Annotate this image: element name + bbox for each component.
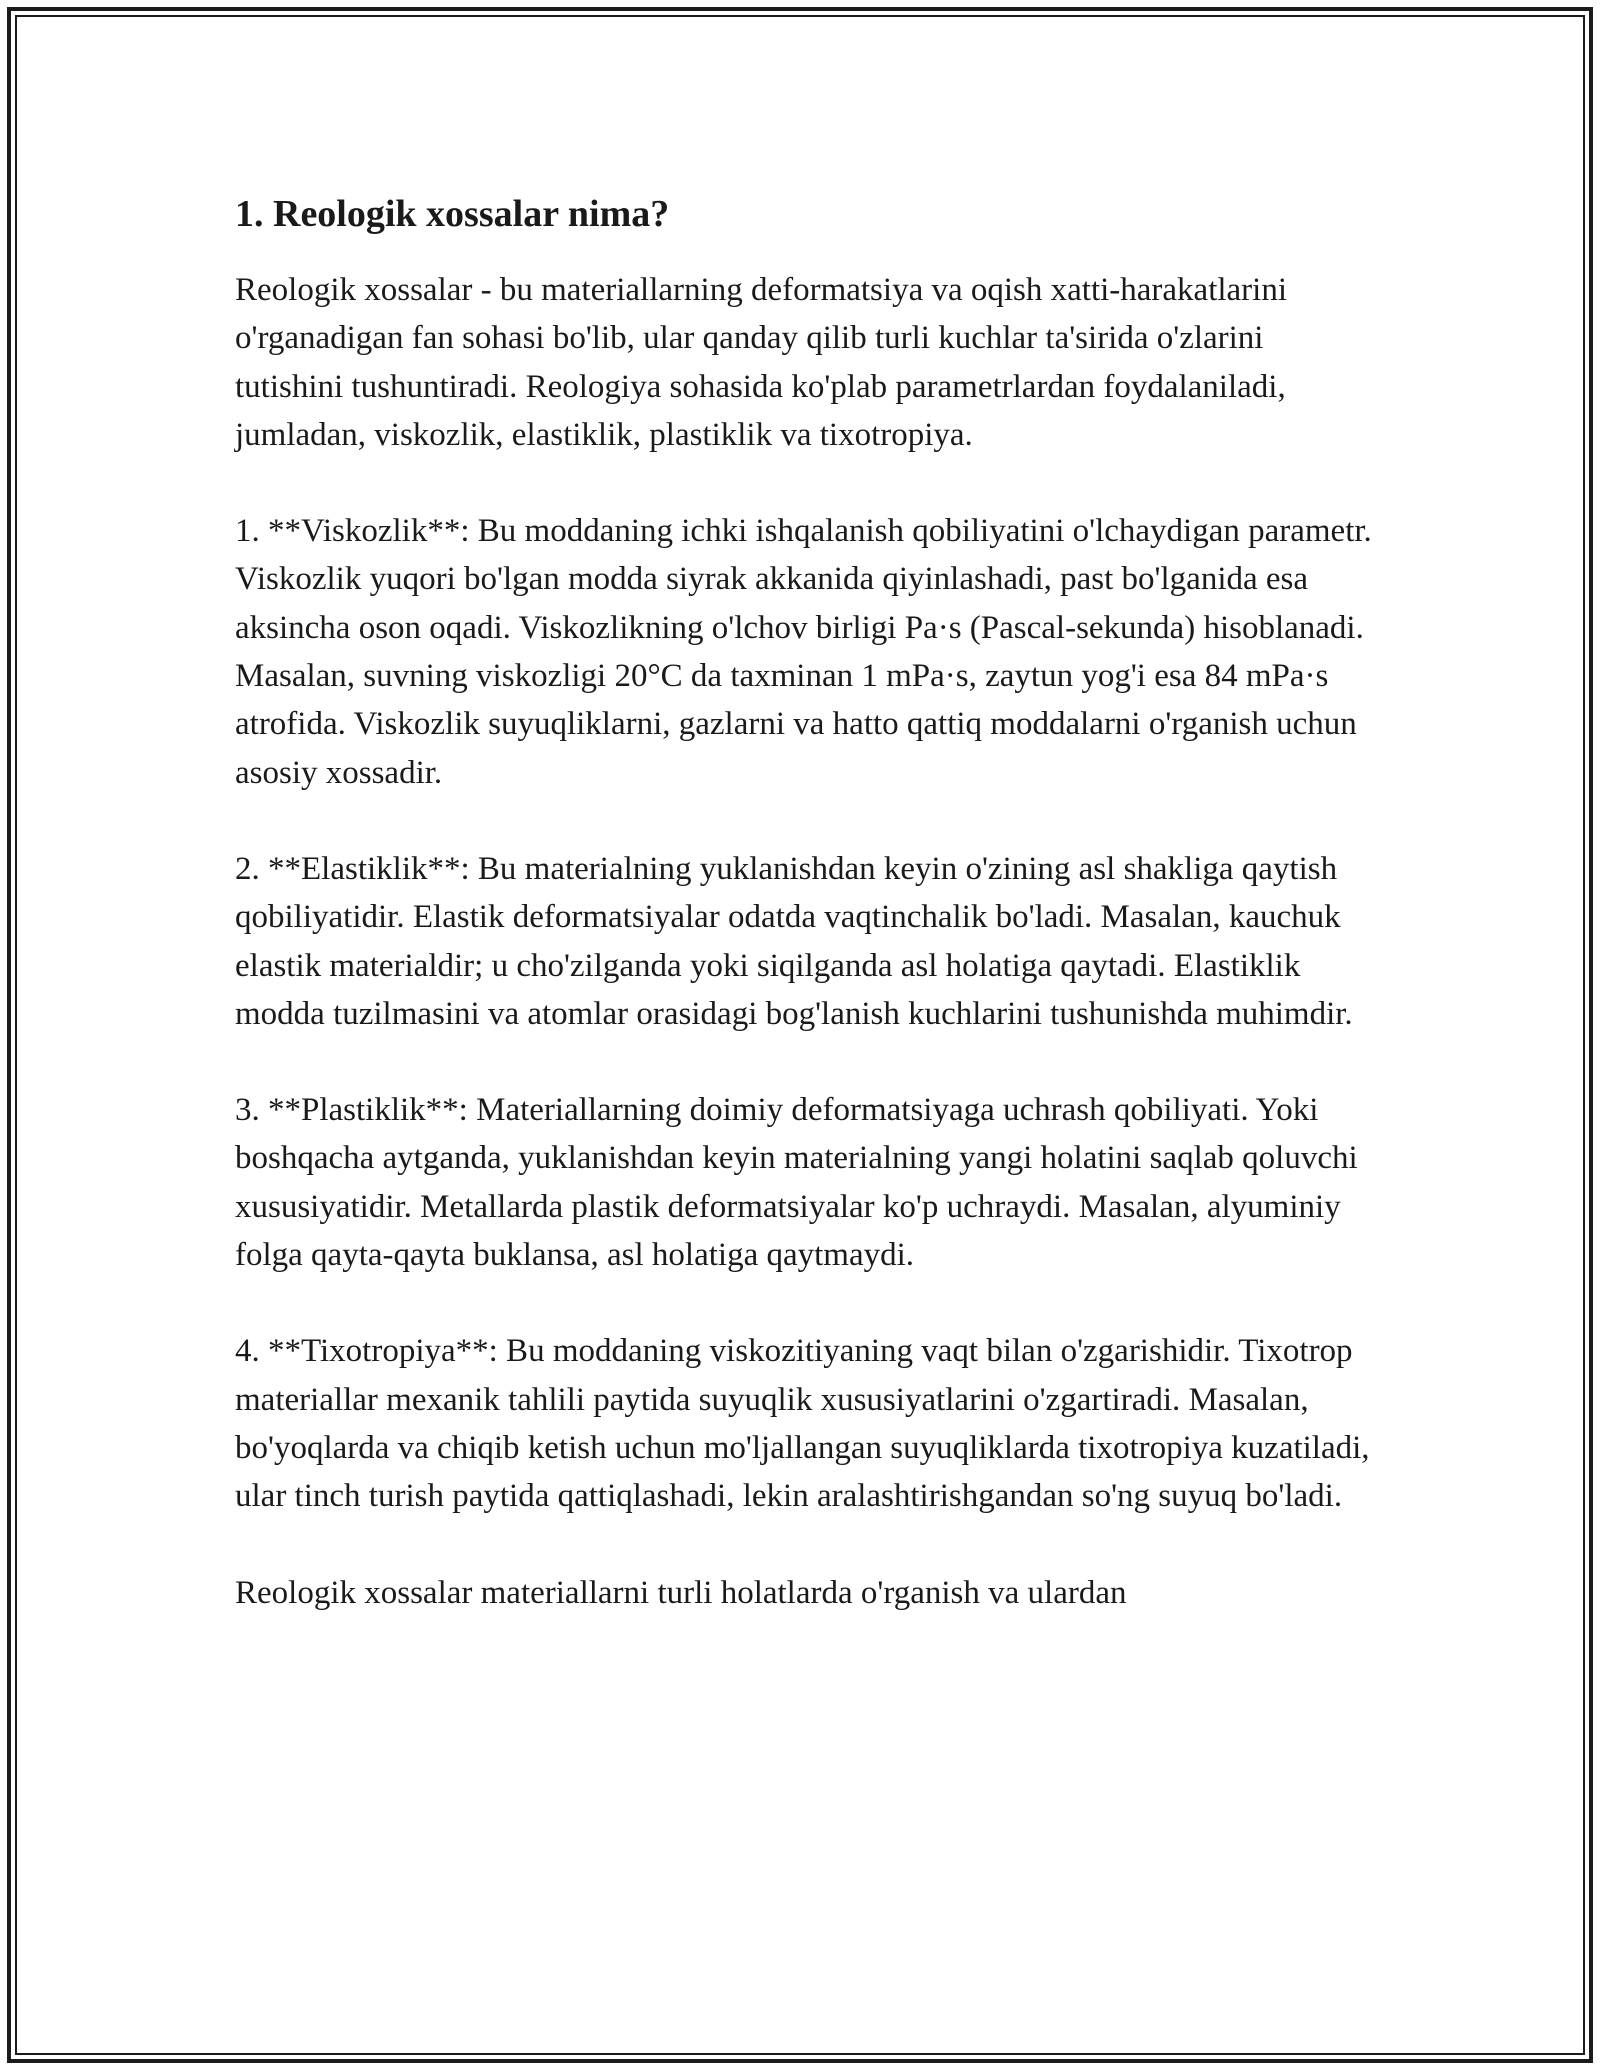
viskozlik-paragraph: 1. **Viskozlik**: Bu moddaning ichki ishqalanish qobiliyatini o'lchaydigan parametr. Viskozlik yuqori bo'lgan modda siyrak akkanida qiyinlashadi, past bo'lganida esa aksincha oson oqadi. Viskozlikning o'lchov birligi Pa·s (Pascal-sekunda) hisoblanadi. Masalan, suvning viskozligi 20°C da taxminan 1 mPa·s, zaytun yog'i esa 84 mPa·s atrofida. Viskozlik suyuqliklarni, gazlarni va hatto qattiq moddalarni o'rganish uchun asosiy xossadir. (235, 513, 1372, 791)
intro-paragraph: Reologik xossalar - bu materiallarning deformatsiya va oqish xatti-harakatlarini o'rganadigan fan sohasi bo'lib, ular qanday qilib turli kuchlar ta'sirida o'zlarini tutishini tushuntiradi. Reologiya sohasida ko'plab parametrlardan foydalaniladi, jumladan, viskozlik, elastiklik, plastiklik va tixotropiya. (235, 272, 1288, 453)
elastiklik-paragraph: 2. **Elastiklik**: Bu materialning yuklanishdan keyin o'zining asl shakliga qaytish qobiliyatidir. Elastik deformatsiyalar odatda vaqtinchalik bo'ladi. Masalan, kauchuk elastik materialdir; u cho'zilganda yoki siqilganda asl holatiga qaytadi. Elastiklik modda tuzilmasini va atomlar orasidagi bog'lanish kuchlarini tushunishda muhimdir. (235, 850, 1353, 1032)
closing-paragraph: Reologik xossalar materiallarni turli holatlarda o'rganish va ulardan (235, 1574, 1127, 1611)
plastiklik-paragraph: 3. **Plastiklik**: Materiallarning doimiy deformatsiyaga uchrash qobiliyati. Yoki boshqacha aytganda, yuklanishdan keyin materialning yangi holatini saqlab qoluvchi xususiyatidir. Metallarda plastik deformatsiyalar ko'p uchraydi. Masalan, alyuminiy folga qayta-qayta buklansa, asl holatiga qaytmaydi. (235, 1092, 1358, 1274)
document-body (235, 188, 1375, 1617)
section-heading: 1. Reologik xossalar nima? (235, 193, 670, 235)
tixotropiya-paragraph: 4. **Tixotropiya**: Bu moddaning viskozitiyaning vaqt bilan o'zgarishidir. Tixotrop materiallar mexanik tahlili paytida suyuqlik xususiyatlarini o'zgartiradi. Masalan, bo'yoqlarda va chiqib ketish uchun mo'ljallangan suyuqliklarda tixotropiya kuzatiladi, ular tinch turish paytida qattiqlashadi, lekin aralashtirishgandan so'ng suyuq bo'ladi. (235, 1333, 1370, 1515)
